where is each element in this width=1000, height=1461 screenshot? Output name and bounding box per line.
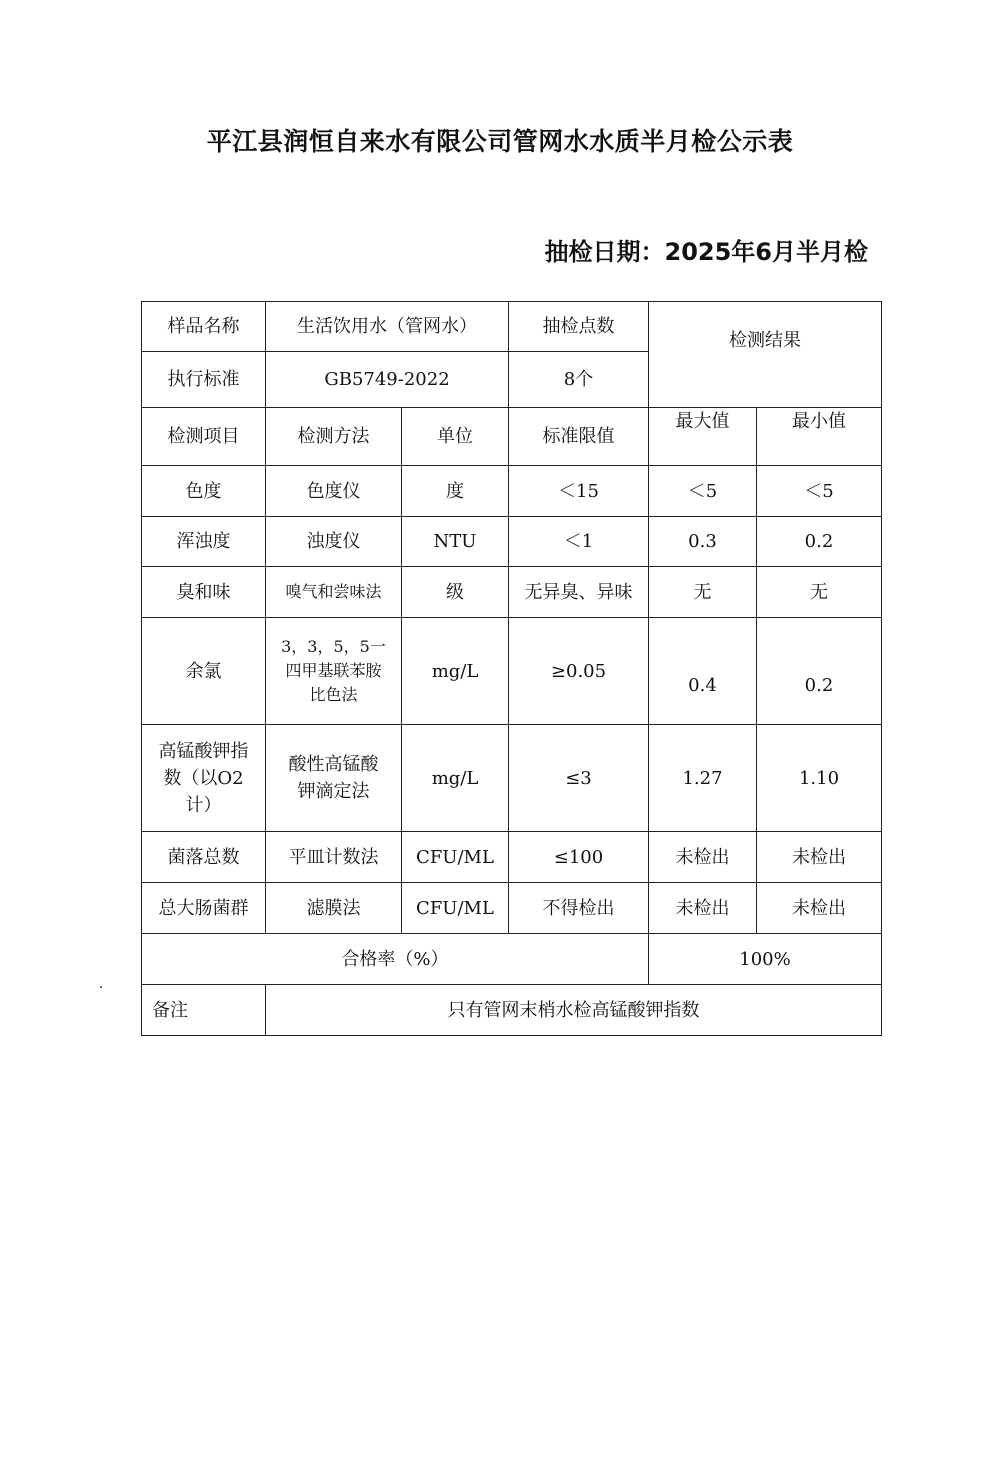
method-line: 钾滴定法	[297, 781, 370, 802]
item-cell	[142, 725, 266, 832]
item-line: 计）	[185, 794, 222, 816]
page-title: 平江县润恒自来水有限公司管网水水质半月检公示表	[206, 127, 794, 156]
table-row	[142, 408, 882, 466]
method-line: 比色法	[309, 685, 358, 704]
min-cell: 无	[757, 567, 882, 618]
max-cell: ＜5	[649, 466, 757, 517]
pass-rate-value: 100%	[649, 934, 882, 985]
unit-header: 单位	[402, 408, 509, 466]
table-row	[142, 725, 882, 832]
max-cell: 0.4	[649, 618, 757, 725]
method-cell	[266, 725, 402, 832]
sample-name-value: 生活饮用水（管网水）	[266, 302, 509, 352]
table-row	[142, 618, 882, 725]
table-row	[142, 302, 882, 352]
table-row	[142, 832, 882, 883]
method-line: 四甲基联苯胺	[285, 661, 382, 680]
item-cell: 色度	[142, 466, 266, 517]
max-header: 最大值	[649, 408, 757, 466]
method-cell	[266, 618, 402, 725]
limit-cell: ≤3	[509, 725, 649, 832]
water-quality-table	[141, 301, 882, 1036]
limit-header: 标准限值	[509, 408, 649, 466]
limit-cell: ＜1	[509, 517, 649, 567]
min-header: 最小值	[757, 408, 882, 466]
limit-cell: 无异臭、异味	[509, 567, 649, 618]
date-value: 2025年6月半月检	[664, 238, 868, 266]
standard-value: GB5749-2022	[266, 352, 509, 408]
max-cell: 未检出	[649, 883, 757, 934]
sample-points-value: 8个	[509, 352, 649, 408]
item-line: 数（以O2	[163, 767, 244, 789]
inspection-date	[545, 232, 869, 267]
table-row	[142, 466, 882, 517]
max-cell: 未检出	[649, 832, 757, 883]
max-cell: 无	[649, 567, 757, 618]
remark-label: 备注	[142, 985, 266, 1036]
max-cell: 0.3	[649, 517, 757, 567]
min-cell: ＜5	[757, 466, 882, 517]
scan-speck	[100, 986, 102, 988]
method-cell: 平皿计数法	[266, 832, 402, 883]
item-cell: 菌落总数	[142, 832, 266, 883]
table-row	[142, 517, 882, 567]
pass-rate-label: 合格率（%）	[142, 934, 649, 985]
unit-cell: NTU	[402, 517, 509, 567]
table-row	[142, 567, 882, 618]
limit-cell: ≥0.05	[509, 618, 649, 725]
min-cell: 1.10	[757, 725, 882, 832]
table-row	[142, 934, 882, 985]
method-line: 3，3，5，5一	[281, 637, 386, 656]
table-row	[142, 883, 882, 934]
unit-cell: CFU/ML	[402, 832, 509, 883]
unit-cell: 级	[402, 567, 509, 618]
min-cell: 0.2	[757, 618, 882, 725]
method-cell: 嗅气和尝味法	[266, 567, 402, 618]
limit-cell: ＜15	[509, 466, 649, 517]
date-label: 抽检日期：	[544, 238, 665, 266]
method-cell: 浊度仪	[266, 517, 402, 567]
sample-name-label: 样品名称	[142, 302, 266, 352]
item-line: 高锰酸钾指	[158, 740, 249, 762]
min-cell: 未检出	[757, 883, 882, 934]
sample-points-label: 抽检点数	[509, 302, 649, 352]
item-cell: 浑浊度	[142, 517, 266, 567]
method-line: 酸性高锰酸	[288, 754, 379, 775]
item-cell: 臭和味	[142, 567, 266, 618]
unit-cell: CFU/ML	[402, 883, 509, 934]
unit-cell: 度	[402, 466, 509, 517]
limit-cell: 不得检出	[509, 883, 649, 934]
method-header: 检测方法	[266, 408, 402, 466]
remark-value: 只有管网末梢水检高锰酸钾指数	[266, 985, 882, 1036]
item-header: 检测项目	[142, 408, 266, 466]
min-cell: 未检出	[757, 832, 882, 883]
table-row	[142, 985, 882, 1036]
item-cell: 余氯	[142, 618, 266, 725]
method-cell: 滤膜法	[266, 883, 402, 934]
limit-cell: ≤100	[509, 832, 649, 883]
standard-label: 执行标准	[142, 352, 266, 408]
unit-cell: mg/L	[402, 725, 509, 832]
max-cell: 1.27	[649, 725, 757, 832]
unit-cell: mg/L	[402, 618, 509, 725]
min-cell: 0.2	[757, 517, 882, 567]
results-header: 检测结果	[649, 302, 882, 408]
method-cell: 色度仪	[266, 466, 402, 517]
item-cell: 总大肠菌群	[142, 883, 266, 934]
